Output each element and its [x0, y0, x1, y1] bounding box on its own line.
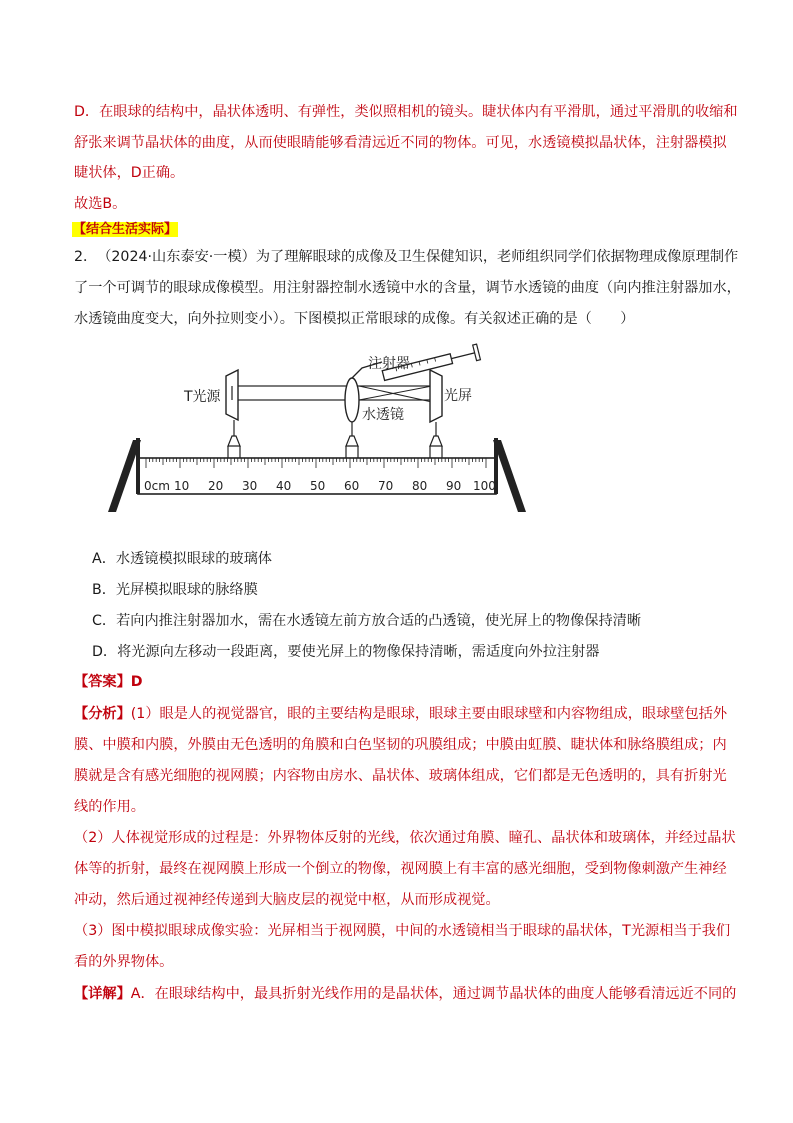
answer-text-line: 故选B。 [74, 196, 127, 212]
question-line: 水透镜曲度变大，向外拉则变小）。下图模拟正常眼球的成像。有关叙述正确的是（ ） [74, 311, 635, 327]
screen [430, 370, 442, 422]
light-source-label: T光源 [184, 389, 221, 405]
analysis-line [74, 704, 727, 724]
lens-holder [346, 436, 358, 446]
tick-label: 100 [473, 479, 496, 493]
answer-text-line: D．在眼球的结构中，晶状体透明、有弹性，类似照相机的镜头。睫状体内有平滑肌，通过平滑肌的收缩和 [74, 104, 738, 120]
screen-label: 光屏 [444, 388, 472, 404]
option-a: A．水透镜模拟眼球的玻璃体 [92, 551, 272, 567]
option-b: B．光屏模拟眼球的脉络膜 [92, 582, 258, 598]
screen-holder [430, 436, 442, 446]
analysis-line: （3）图中模拟眼球成像实验：光屏相当于视网膜，中间的水透镜相当于眼球的晶状体，T光源相当于我们 [74, 923, 731, 939]
analysis-line: 体等的折射，最终在视网膜上形成一个倒立的物像，视网膜上有丰富的感光细胞，受到物像刺激产生神经 [74, 861, 727, 877]
answer-text-line: 睫状体，D正确。 [74, 165, 185, 181]
detail-label: 【详解】 [74, 986, 131, 1002]
analysis-line: 冲动，然后通过视神经传递到大脑皮层的视觉中枢，从而形成视觉。 [74, 892, 500, 908]
analysis-text: (1）眼是人的视觉器官，眼的主要结构是眼球，眼球主要由眼球壁和内容物组成，眼球壁包括外 [130, 706, 728, 722]
analysis-line: （2）人体视觉形成的过程是：外界物体反射的光线，依次通过角膜、瞳孔、晶状体和玻璃体，并经过晶状 [74, 830, 736, 846]
answer-value: D [130, 674, 143, 690]
question-line: 2． （2024·山东泰安·一模）为了理解眼球的成像及卫生保健知识，老师组织同学们依据物理成像原理制作 [74, 249, 739, 265]
analysis-label: 【分析】 [74, 706, 131, 722]
analysis-line: 膜、中膜和内膜，外膜由无色透明的角膜和白色坚韧的巩膜组成；中膜由虹膜、睫状体和脉络膜组成；内 [74, 737, 727, 753]
analysis-line: 线的作用。 [74, 799, 145, 815]
source-holder [228, 436, 240, 446]
light-path [234, 386, 434, 400]
tick-label: 30 [242, 479, 258, 493]
tick-label: 50 [310, 479, 326, 493]
question-line: 了一个可调节的眼球成像模型。用注射器控制水透镜中水的含量，调节水透镜的曲度（向内推注射器加水， [74, 280, 741, 296]
option-c: C．若向内推注射器加水，需在水透镜左前方放合适的凸透镜，使光屏上的物像保持清晰 [92, 613, 642, 629]
answer-label: 【答案】 [74, 674, 131, 690]
detail-line [74, 984, 736, 1004]
detail-text: A．在眼球结构中，最具折射光线作用的是晶状体，通过调节晶状体的曲度人能够看清远近不同的 [130, 986, 737, 1002]
lens-label: 水透镜 [362, 407, 404, 423]
tick-label: 0cm [144, 479, 170, 493]
tick-label: 70 [378, 479, 394, 493]
option-d: D．将光源向左移动一段距离，要使光屏上的物像保持清晰，需适度向外拉注射器 [92, 644, 600, 660]
answer-row [74, 672, 143, 692]
eye-model-figure [100, 340, 540, 520]
tick-label: 10 [174, 479, 190, 493]
tick-label: 40 [276, 479, 292, 493]
answer-text-line: 舒张来调节晶状体的曲度，从而使眼睛能够看清远近不同的物体。可见，水透镜模拟晶状体，注射器模拟 [74, 135, 727, 151]
syringe-label: 注射器 [368, 356, 410, 372]
tick-label: 90 [446, 479, 462, 493]
water-lens [345, 378, 359, 422]
section-tag: 【结合生活实际】 [73, 222, 178, 237]
tick-label: 60 [344, 479, 360, 493]
tick-label: 80 [412, 479, 428, 493]
analysis-line: 膜就是含有感光细胞的视网膜；内容物由房水、晶状体、玻璃体组成，它们都是无色透明的，具有折射光 [74, 768, 727, 784]
tick-label: 20 [208, 479, 224, 493]
analysis-line: 看的外界物体。 [74, 954, 174, 970]
